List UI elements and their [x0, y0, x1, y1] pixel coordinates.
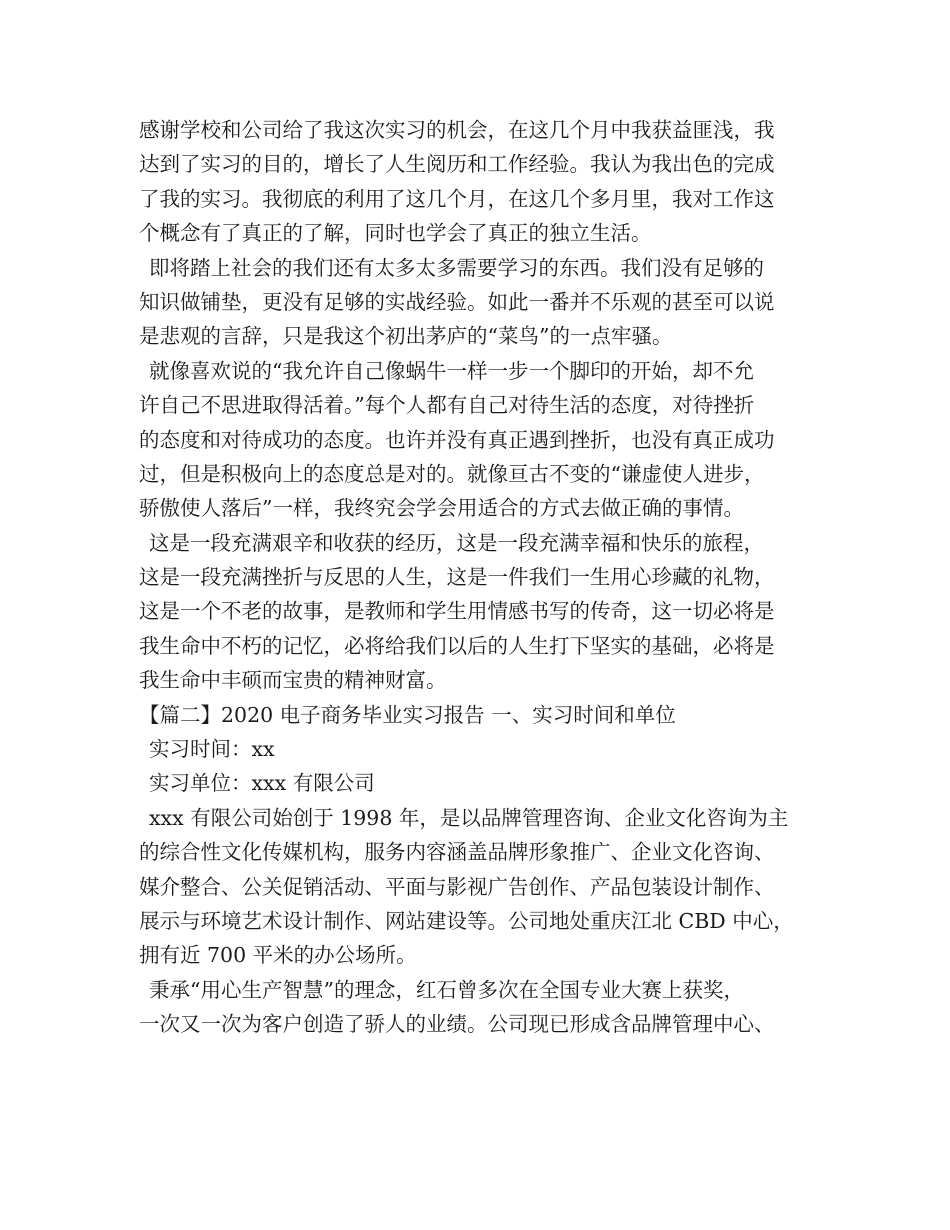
text-line: 是悲观的言辞，只是我这个初出茅庐的“菜鸟”的一点牢骚。	[139, 324, 673, 349]
text-line: 拥有近 700 平米的办公场所。	[139, 943, 417, 968]
text-line: 即将踏上社会的我们还有太多太多需要学习的东西。我们没有足够的	[149, 255, 764, 280]
text-line: 这是一段充满艰辛和收获的经历，这是一段充满幸福和快乐的旅程，	[149, 530, 764, 555]
text-line: 的综合性文化传媒机构，服务内容涵盖品牌形象推广、企业文化咨询、	[139, 840, 775, 865]
text-line: 个概念有了真正的了解，同时也学会了真正的独立生活。	[139, 221, 652, 246]
text-line: 过，但是积极向上的态度总是对的。就像亘古不变的“谦虚使人进步，	[139, 461, 765, 486]
text-line: 实习时间：xx	[149, 737, 275, 762]
text-line: 的态度和对待成功的态度。也许并没有真正遇到挫折，也没有真正成功	[139, 427, 775, 452]
text-line: 媒介整合、公关促销活动、平面与影视广告创作、产品包装设计制作、	[139, 874, 775, 899]
text-line: 达到了实习的目的，增长了人生阅历和工作经验。我认为我出色的完成	[139, 152, 775, 177]
document-body	[139, 113, 819, 1042]
text-line: 骄傲使人落后”一样，我终究会学会用适合的方式去做正确的事情。	[139, 496, 744, 521]
text-line: 秉承“用心生产智慧”的理念，红石曾多次在全国专业大赛上获奖，	[149, 977, 744, 1002]
text-line: xxx 有限公司始创于 1998 年，是以品牌管理咨询、企业文化咨询为主	[149, 805, 789, 830]
text-line: 这是一段充满挫折与反思的人生，这是一件我们一生用心珍藏的礼物，	[139, 565, 775, 590]
text-line: 我生命中不朽的记忆，必将给我们以后的人生打下坚实的基础，必将是	[139, 633, 775, 658]
text-line: 知识做铺垫，更没有足够的实战经验。如此一番并不乐观的甚至可以说	[139, 289, 775, 314]
text-line: 感谢学校和公司给了我这次实习的机会，在这几个月中我获益匪浅，我	[139, 118, 775, 142]
text-line: 了我的实习。我彻底的利用了这几个月，在这几个多月里，我对工作这	[139, 186, 775, 211]
text-line: 就像喜欢说的“我允许自己像蜗牛一样一步一个脚印的开始，却不允	[149, 358, 754, 383]
text-line: 许自己不思进取得活着。”每个人都有自己对待生活的态度，对待挫折	[139, 393, 755, 418]
section-heading: 【篇二】2020 电子商务毕业实习报告 一、实习时间和单位	[139, 702, 676, 727]
text-line: 展示与环境艺术设计制作、网站建设等。公司地处重庆江北 CBD 中心，	[139, 908, 794, 933]
text-line: 实习单位：xxx 有限公司	[149, 771, 375, 796]
text-line: 我生命中丰硕而宝贵的精神财富。	[139, 668, 447, 693]
text-line: 一次又一次为客户创造了骄人的业绩。公司现已形成含品牌管理中心、	[139, 1012, 775, 1037]
text-line: 这是一个不老的故事，是教师和学生用情感书写的传奇，这一切必将是	[139, 599, 775, 624]
